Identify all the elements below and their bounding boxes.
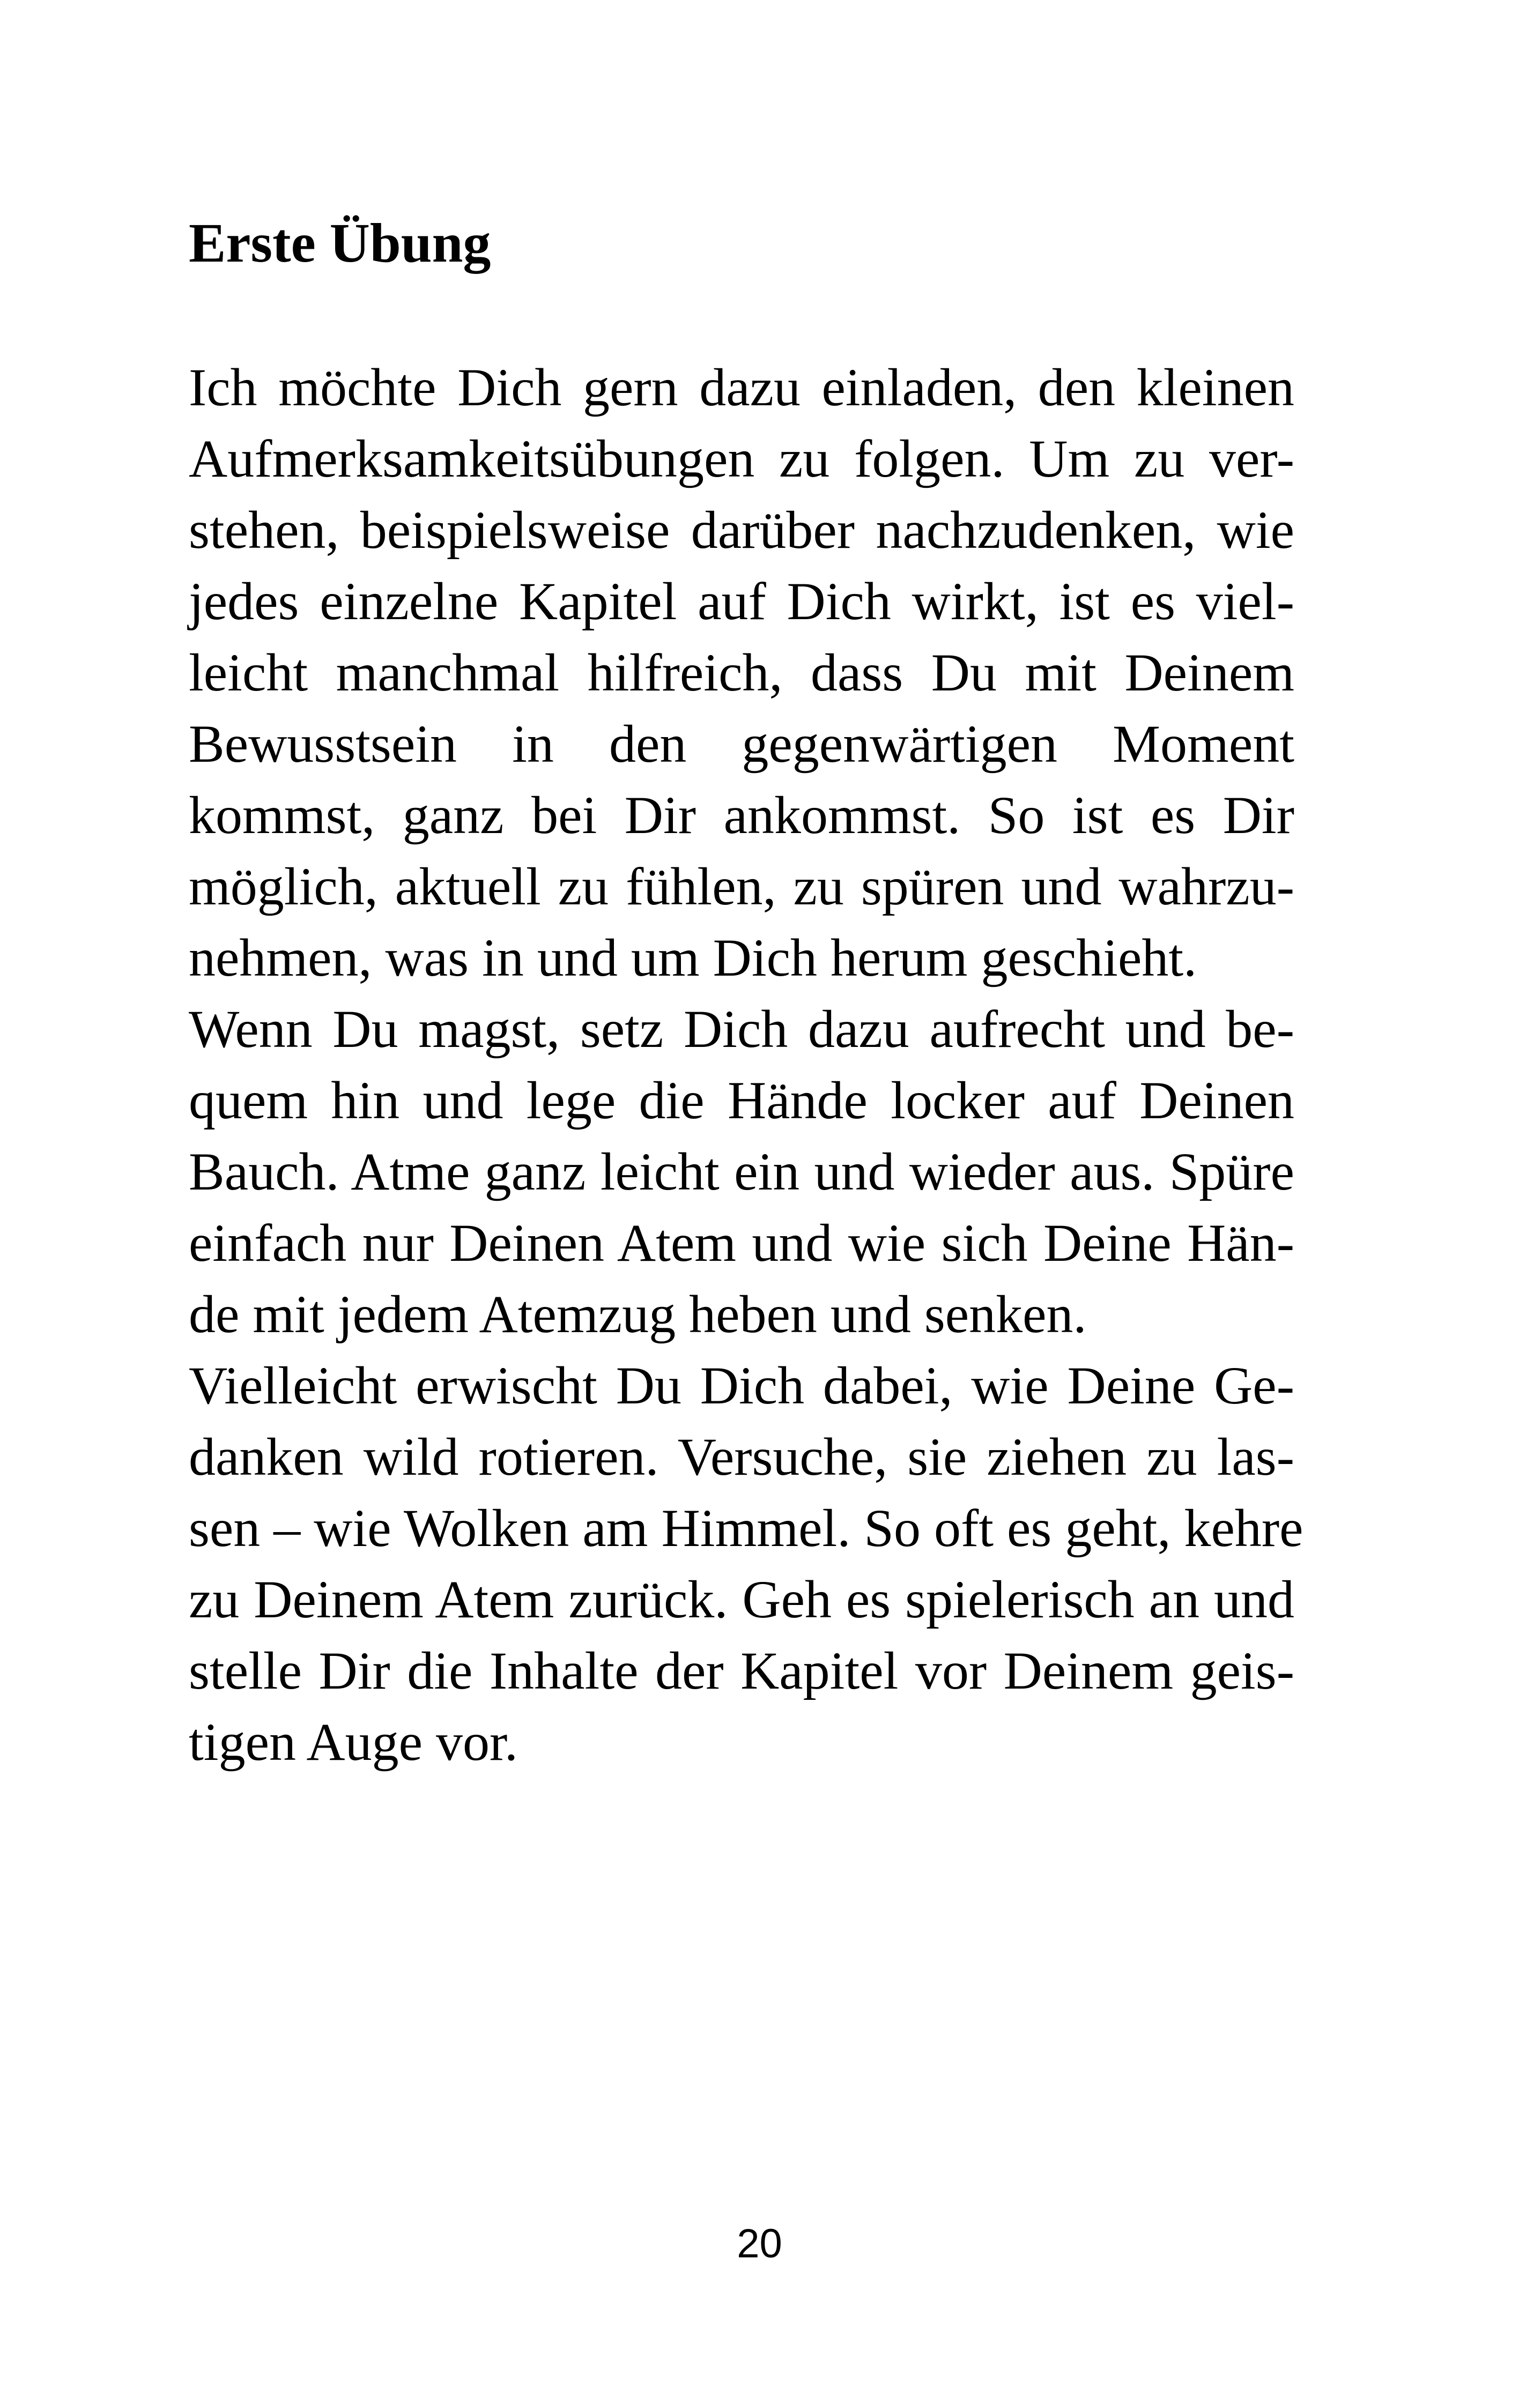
text-line: quem hin und lege die Hände locker auf Deinen (189, 1071, 1294, 1130)
page-number: 20 (737, 2221, 782, 2266)
text-line: Vielleicht erwischt Du Dich dabei, wie Deine Ge- (189, 1356, 1294, 1415)
text-line: möglich, aktuell zu fühlen, zu spüren und wahrzu- (189, 857, 1294, 916)
text-line: tigen Auge vor. (189, 1712, 518, 1772)
text-line: Bewusstsein in den gegenwärtigen Moment (189, 714, 1294, 774)
body-text (189, 352, 1303, 1778)
text-line: jedes einzelne Kapitel auf Dich wirkt, ist es viel- (189, 571, 1294, 631)
text-line: de mit jedem Atemzug heben und senken. (189, 1284, 1087, 1344)
text-line: nehmen, was in und um Dich herum geschieht. (189, 928, 1197, 987)
chapter-heading: Erste Übung (189, 212, 491, 274)
text-line: danken wild rotieren. Versuche, sie ziehen zu las- (189, 1427, 1294, 1487)
text-line: stehen, beispielsweise darüber nachzudenken, wie (189, 500, 1294, 560)
text-line: sen – wie Wolken am Himmel. So oft es geht, kehre (189, 1498, 1303, 1558)
text-line: kommst, ganz bei Dir ankommst. So ist es Dir (189, 785, 1294, 845)
text-line: leicht manchmal hilfreich, dass Du mit Deinem (189, 643, 1294, 702)
text-line: Wenn Du magst, setz Dich dazu aufrecht und be- (189, 999, 1294, 1059)
text-line: Ich möchte Dich gern dazu einladen, den kleinen (189, 358, 1294, 417)
text-line: Bauch. Atme ganz leicht ein und wieder aus. Spüre (189, 1142, 1294, 1201)
text-line: Aufmerksamkeitsübungen zu folgen. Um zu ver- (189, 429, 1294, 488)
text-line: stelle Dir die Inhalte der Kapitel vor Deinem geis- (189, 1641, 1294, 1700)
text-line: einfach nur Deinen Atem und wie sich Deine Hän- (189, 1213, 1294, 1273)
text-line: zu Deinem Atem zurück. Geh es spielerisch an und (189, 1570, 1294, 1629)
